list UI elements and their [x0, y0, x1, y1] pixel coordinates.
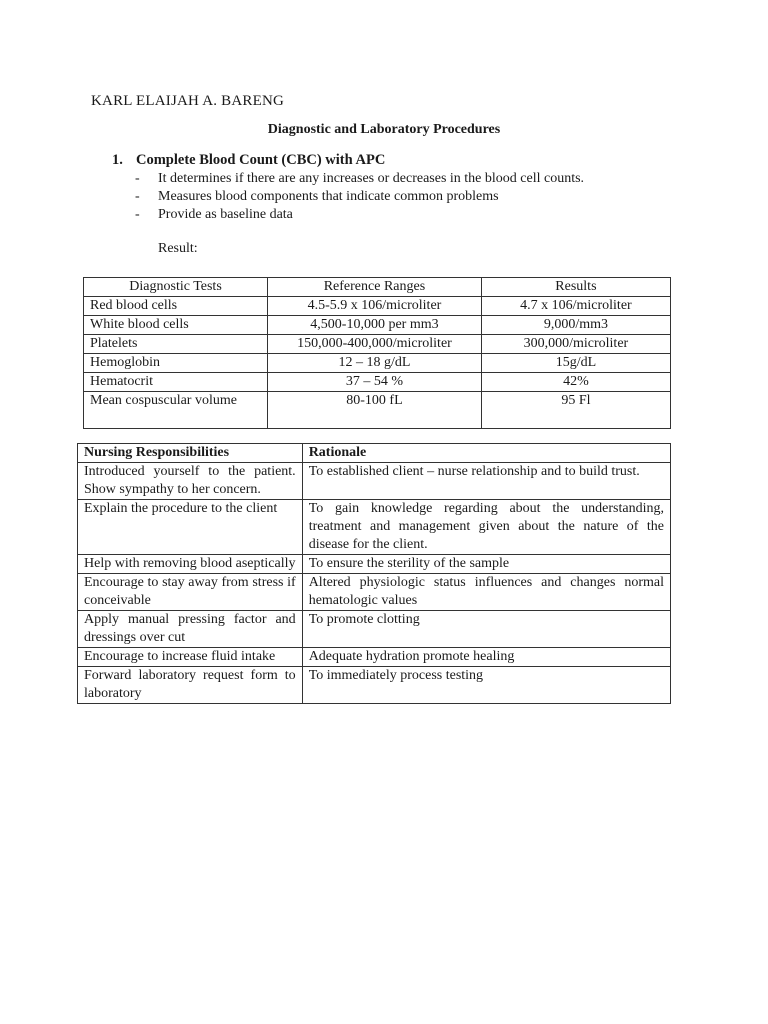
column-header: Reference Ranges [268, 278, 482, 297]
table-row [78, 500, 671, 555]
rationale-cell: To promote clotting [302, 611, 670, 648]
table-row [84, 392, 671, 429]
rationale-cell: To gain knowledge regarding about the understanding, treatment and management given about the nature of the disease for the client. [302, 500, 670, 555]
bullet-item [135, 206, 584, 224]
result-cell: 95 Fl [481, 392, 670, 429]
table-header-row [78, 444, 671, 463]
column-header: Rationale [302, 444, 670, 463]
table-row [78, 574, 671, 611]
responsibility-cell: Encourage to increase fluid intake [78, 648, 303, 667]
reference-range-cell: 37 – 54 % [268, 373, 482, 392]
table-header-row [84, 278, 671, 297]
bullet-text: It determines if there are any increases or decreases in the blood cell counts. [158, 171, 585, 186]
table-row [78, 667, 671, 704]
rationale-cell: To established client – nurse relationship and to build trust. [302, 463, 670, 500]
reference-range-cell: 4.5-5.9 x 106/microliter [268, 297, 482, 316]
reference-range-cell: 4,500-10,000 per mm3 [268, 316, 482, 335]
reference-range-cell: 12 – 18 g/dL [268, 354, 482, 373]
result-cell: 4.7 x 106/microliter [481, 297, 670, 316]
bullet-item [135, 170, 584, 188]
result-cell: 42% [481, 373, 670, 392]
bullet-marker: - [135, 171, 140, 186]
result-cell: 9,000/mm3 [481, 316, 670, 335]
rationale-cell: Adequate hydration promote healing [302, 648, 670, 667]
test-name-cell: Mean cospuscular volume [84, 392, 268, 429]
bullet-item [135, 188, 584, 206]
test-name-cell: Red blood cells [84, 297, 268, 316]
bullet-text: Provide as baseline data [158, 207, 293, 222]
result-label: Result: [158, 241, 198, 256]
document-title: Diagnostic and Laboratory Procedures [267, 122, 501, 137]
section-heading [112, 152, 385, 169]
rationale-cell: To ensure the sterility of the sample [302, 555, 670, 574]
responsibility-cell: Introduced yourself to the patient. Show sympathy to her concern. [78, 463, 303, 500]
section-title: Complete Blood Count (CBC) with APC [136, 152, 386, 168]
table-row [84, 354, 671, 373]
reference-range-cell: 80-100 fL [268, 392, 482, 429]
table-row [84, 335, 671, 354]
column-header: Nursing Responsibilities [78, 444, 303, 463]
table-row [78, 463, 671, 500]
table-row [78, 648, 671, 667]
table-row [78, 611, 671, 648]
responsibility-cell: Encourage to stay away from stress if conceivable [78, 574, 303, 611]
bullet-marker: - [135, 207, 140, 222]
table-row [84, 373, 671, 392]
bullet-marker: - [135, 189, 140, 204]
section-number: 1. [112, 152, 123, 168]
test-name-cell: White blood cells [84, 316, 268, 335]
test-name-cell: Hemoglobin [84, 354, 268, 373]
result-cell: 15g/dL [481, 354, 670, 373]
responsibility-cell: Help with removing blood aseptically [78, 555, 303, 574]
test-name-cell: Platelets [84, 335, 268, 354]
nursing-responsibilities-table [77, 443, 671, 704]
rationale-cell: Altered physiologic status influences and changes normal hematologic values [302, 574, 670, 611]
table-row [78, 555, 671, 574]
column-header: Diagnostic Tests [84, 278, 268, 297]
test-name-cell: Hematocrit [84, 373, 268, 392]
bullet-text: Measures blood components that indicate common problems [158, 189, 499, 204]
responsibility-cell: Apply manual pressing factor and dressings over cut [78, 611, 303, 648]
reference-range-cell: 150,000-400,000/microliter [268, 335, 482, 354]
responsibility-cell: Forward laboratory request form to laboratory [78, 667, 303, 704]
author-name: KARL ELAIJAH A. BARENG [91, 93, 285, 109]
column-header: Results [481, 278, 670, 297]
table-row [84, 316, 671, 335]
table-row [84, 297, 671, 316]
result-cell: 300,000/microliter [481, 335, 670, 354]
lab-results-table [83, 277, 671, 429]
rationale-cell: To immediately process testing [302, 667, 670, 704]
responsibility-cell: Explain the procedure to the client [78, 500, 303, 555]
bullet-list [135, 170, 584, 224]
